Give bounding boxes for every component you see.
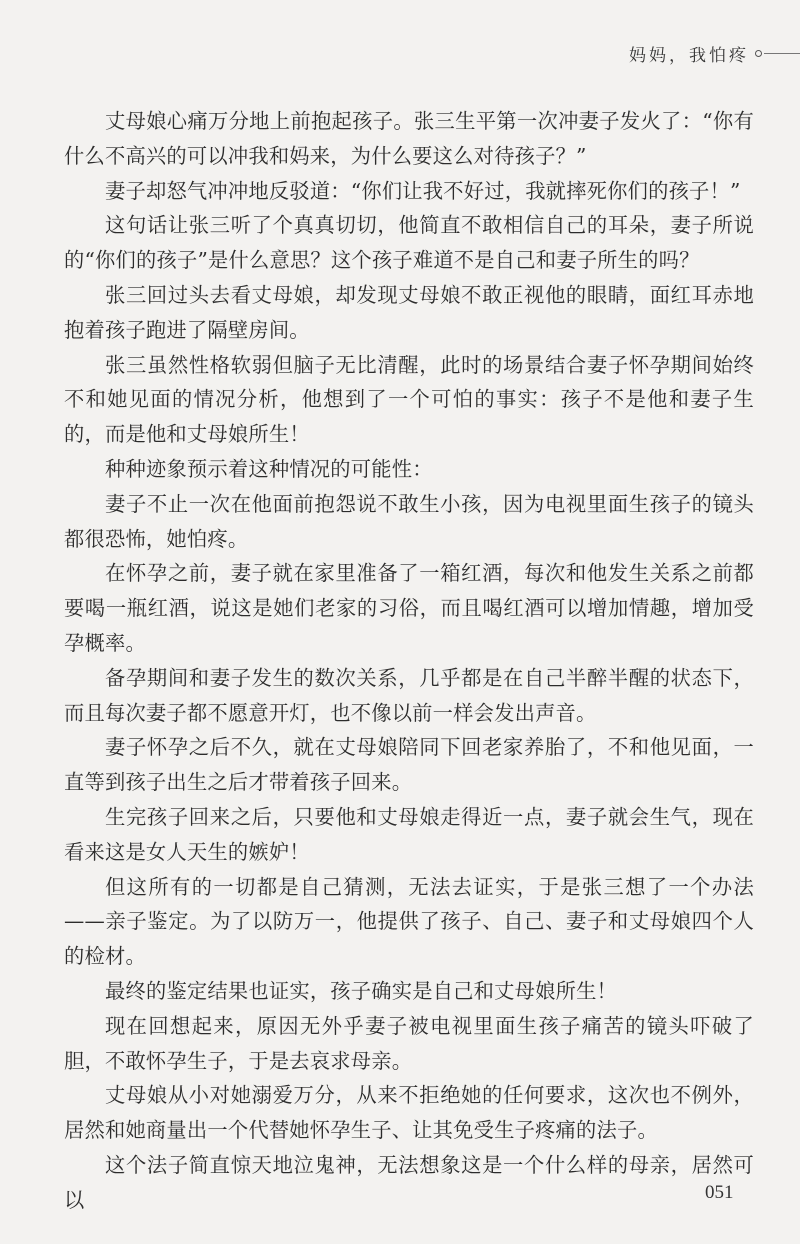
paragraph: 在怀孕之前，妻子就在家里准备了一箱红酒，每次和他发生关系之前都要喝一瓶红酒，说这是她们老家的习俗，而且喝红酒可以增加情趣，增加受孕概率。 <box>64 561 754 655</box>
header-ornament-circle <box>755 50 762 57</box>
paragraph: 张三回过头去看丈母娘，却发现丈母娘不敢正视他的眼睛，面红耳赤地抱着孩子跑进了隔壁房间。 <box>64 282 754 342</box>
paragraph: 现在回想起来，原因无外乎妻子被电视里面生孩子痛苦的镜头吓破了胆，不敢怀孕生子，于是去哀求母亲。 <box>64 1013 754 1073</box>
paragraph: 妻子却怒气冲冲地反驳道：“你们让我不好过，我就摔死你们的孩子！” <box>105 178 741 203</box>
paragraph: 丈母娘从小对她溺爱万分，从来不拒绝她的任何要求，这次也不例外，居然和她商量出一个代替她怀孕生子、让其免受生子疼痛的法子。 <box>64 1083 754 1143</box>
paragraph: 备孕期间和妻子发生的数次关系，几乎都是在自己半醉半醒的状态下，而且每次妻子都不愿意开灯，也不像以前一样会发出声音。 <box>64 665 754 725</box>
page-number: 051 <box>705 1182 734 1203</box>
paragraph: 这个法子简直惊天地泣鬼神，无法想象这是一个什么样的母亲，居然可以 <box>64 1152 754 1212</box>
running-header <box>629 40 800 66</box>
paragraph: 生完孩子回来之后，只要他和丈母娘走得近一点，妻子就会生气，现在看来这是女人天生的嫉妒！ <box>64 804 754 864</box>
paragraph: 种种迹象预示着这种情况的可能性： <box>105 456 433 481</box>
paragraph: 丈母娘心痛万分地上前抱起孩子。张三生平第一次冲妻子发火了：“你有什么不高兴的可以冲我和妈来，为什么要这么对待孩子？” <box>64 109 754 168</box>
paragraph: 这句话让张三听了个真真切切，他简直不敢相信自己的耳朵，妻子所说的“你们的孩子”是什么意思？这个孩子难道不是自己和妻子所生的吗？ <box>64 213 754 273</box>
chapter-title: 妈妈，我怕疼 <box>629 45 749 66</box>
paragraph: 张三虽然性格软弱但脑子无比清醒，此时的场景结合妻子怀孕期间始终不和她见面的情况分析，他想到了一个可怕的事实：孩子不是他和妻子生的，而是他和丈母娘所生！ <box>64 352 754 447</box>
paragraph: 妻子不止一次在他面前抱怨说不敢生小孩，因为电视里面生孩子的镜头都很恐怖，她怕疼。 <box>64 491 754 551</box>
header-ornament-rule <box>764 53 800 54</box>
paragraph: 但这所有的一切都是自己猜测，无法去证实，于是张三想了一个办法——亲子鉴定。为了以防万一，他提供了孩子、自己、妻子和丈母娘四个人的检材。 <box>64 874 754 969</box>
paragraph: 最终的鉴定结果也证实，孩子确实是自己和丈母娘所生！ <box>105 978 618 1003</box>
body-text <box>64 104 754 1218</box>
paragraph: 妻子怀孕之后不久，就在丈母娘陪同下回老家养胎了，不和他见面，一直等到孩子出生之后才带着孩子回来。 <box>64 735 754 795</box>
